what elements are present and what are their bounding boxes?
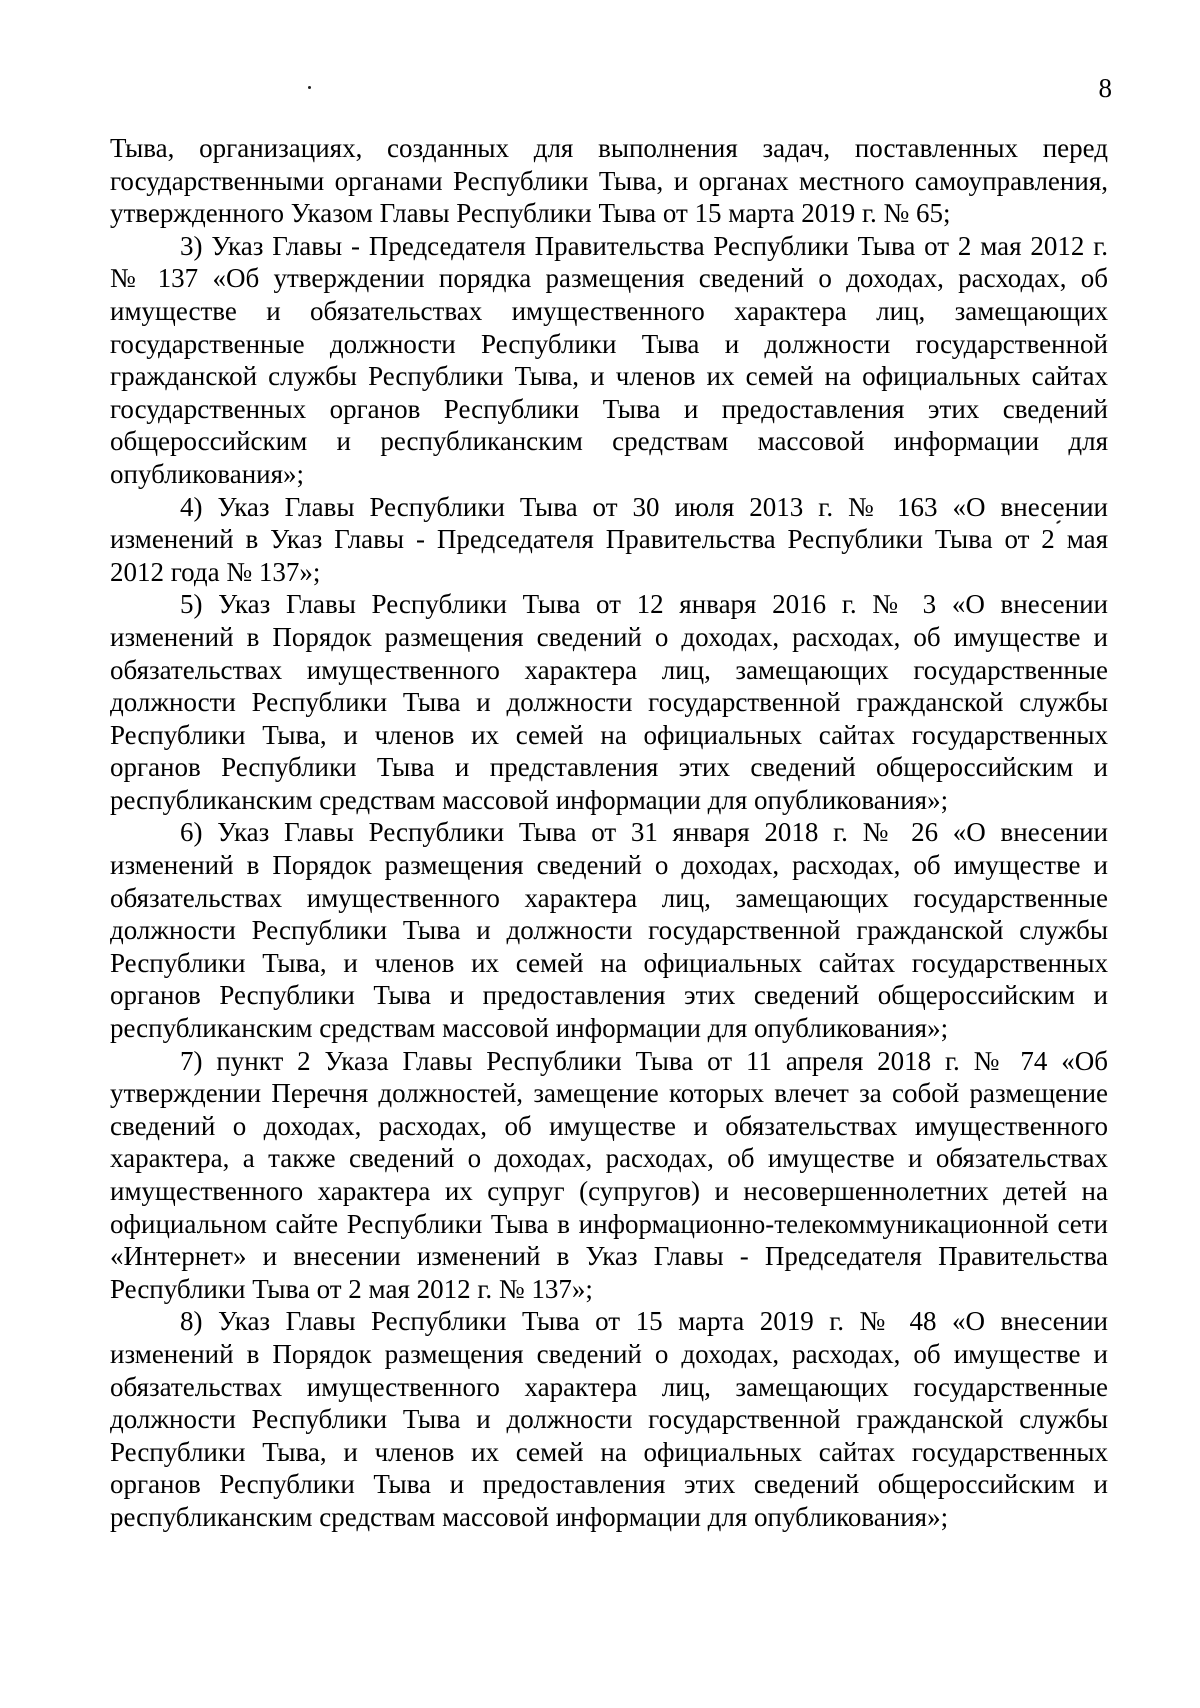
paragraph-item-3: 3) Указ Главы - Председателя Правительства Республики Тыва от 2 мая 2012 г. № 137 «Об утверждении порядка размещения сведений о доходах, расходах, об имуществе и обязательствах имущественного характера лиц, замещающих государственные должности Республики Тыва и должности государственной гражданской службы Республики Тыва, и членов их семей на официальных сайтах государственных органов Республики Тыва и предоставления этих сведений общероссийским и республиканским средствам массовой информации для опубликования»; bbox=[110, 230, 1108, 489]
page-number: 8 bbox=[1098, 73, 1112, 103]
paragraph-continuation: Тыва, организациях, созданных для выполнения задач, поставленных перед государственными органами Республики Тыва, и органах местного самоуправления, утвержденного Указом Главы Республики Тыва от 15 марта 2019 г. № 65; bbox=[110, 133, 1108, 229]
paragraph-item-7: 7) пункт 2 Указа Главы Республики Тыва от 11 апреля 2018 г. № 74 «Об утверждении Перечня должностей, замещение которых влечет за собой размещение сведений о доходах, расходах, об имуществе и обязательствах имущественного характера, а также сведений о доходах, расходах, об имуществе и обязательствах имущественного характера их супруг (супругов) и несовершеннолетних детей на официальном сайте Республики Тыва в информационно-телекоммуникационной сети «Интернет» и внесении изменений в Указ Главы - Председателя Правительства Республики Тыва от 2 мая 2012 г. № 137»; bbox=[110, 1045, 1108, 1304]
paragraph-item-5: 5) Указ Главы Республики Тыва от 12 января 2016 г. № 3 «О внесении изменений в Порядок размещения сведений о доходах, расходах, об имуществе и обязательствах имущественного характера лиц, замещающих государственные должности Республики Тыва и должности государственной гражданской службы Республики Тыва, и членов их семей на официальных сайтах государственных органов Республики Тыва и представления этих сведений общероссийским и республиканским средствам массовой информации для опубликования»; bbox=[110, 589, 1108, 815]
paragraph-item-6: 6) Указ Главы Республики Тыва от 31 января 2018 г. № 26 «О внесении изменений в Порядок размещения сведений о доходах, расходах, об имуществе и обязательствах имущественного характера лиц, замещающих государственные должности Республики Тыва и должности государственной гражданской службы Республики Тыва, и членов их семей на официальных сайтах государственных органов Республики Тыва и предоставления этих сведений общероссийским и республиканским средствам массовой информации для опубликования»; bbox=[110, 817, 1108, 1044]
scan-speck bbox=[308, 86, 311, 89]
paragraph-item-4: 4) Указ Главы Республики Тыва от 30 июля 2013 г. № 163 «О внесении изменений в Указ Главы - Председателя Правительства Республики Тыва от 2 мая 2012 года № 137»; bbox=[110, 491, 1108, 587]
paragraph-item-8: 8) Указ Главы Республики Тыва от 15 марта 2019 г. № 48 «О внесении изменений в Порядок размещения сведений о доходах, расходах, об имуществе и обязательствах имущественного характера лиц, замещающих государственные должности Республики Тыва и должности государственной гражданской службы Республики Тыва, и членов их семей на официальных сайтах государственных органов Республики Тыва и предоставления этих сведений общероссийским и республиканским средствам массовой информации для опубликования»; bbox=[110, 1306, 1108, 1532]
document-body bbox=[110, 132, 1108, 1534]
